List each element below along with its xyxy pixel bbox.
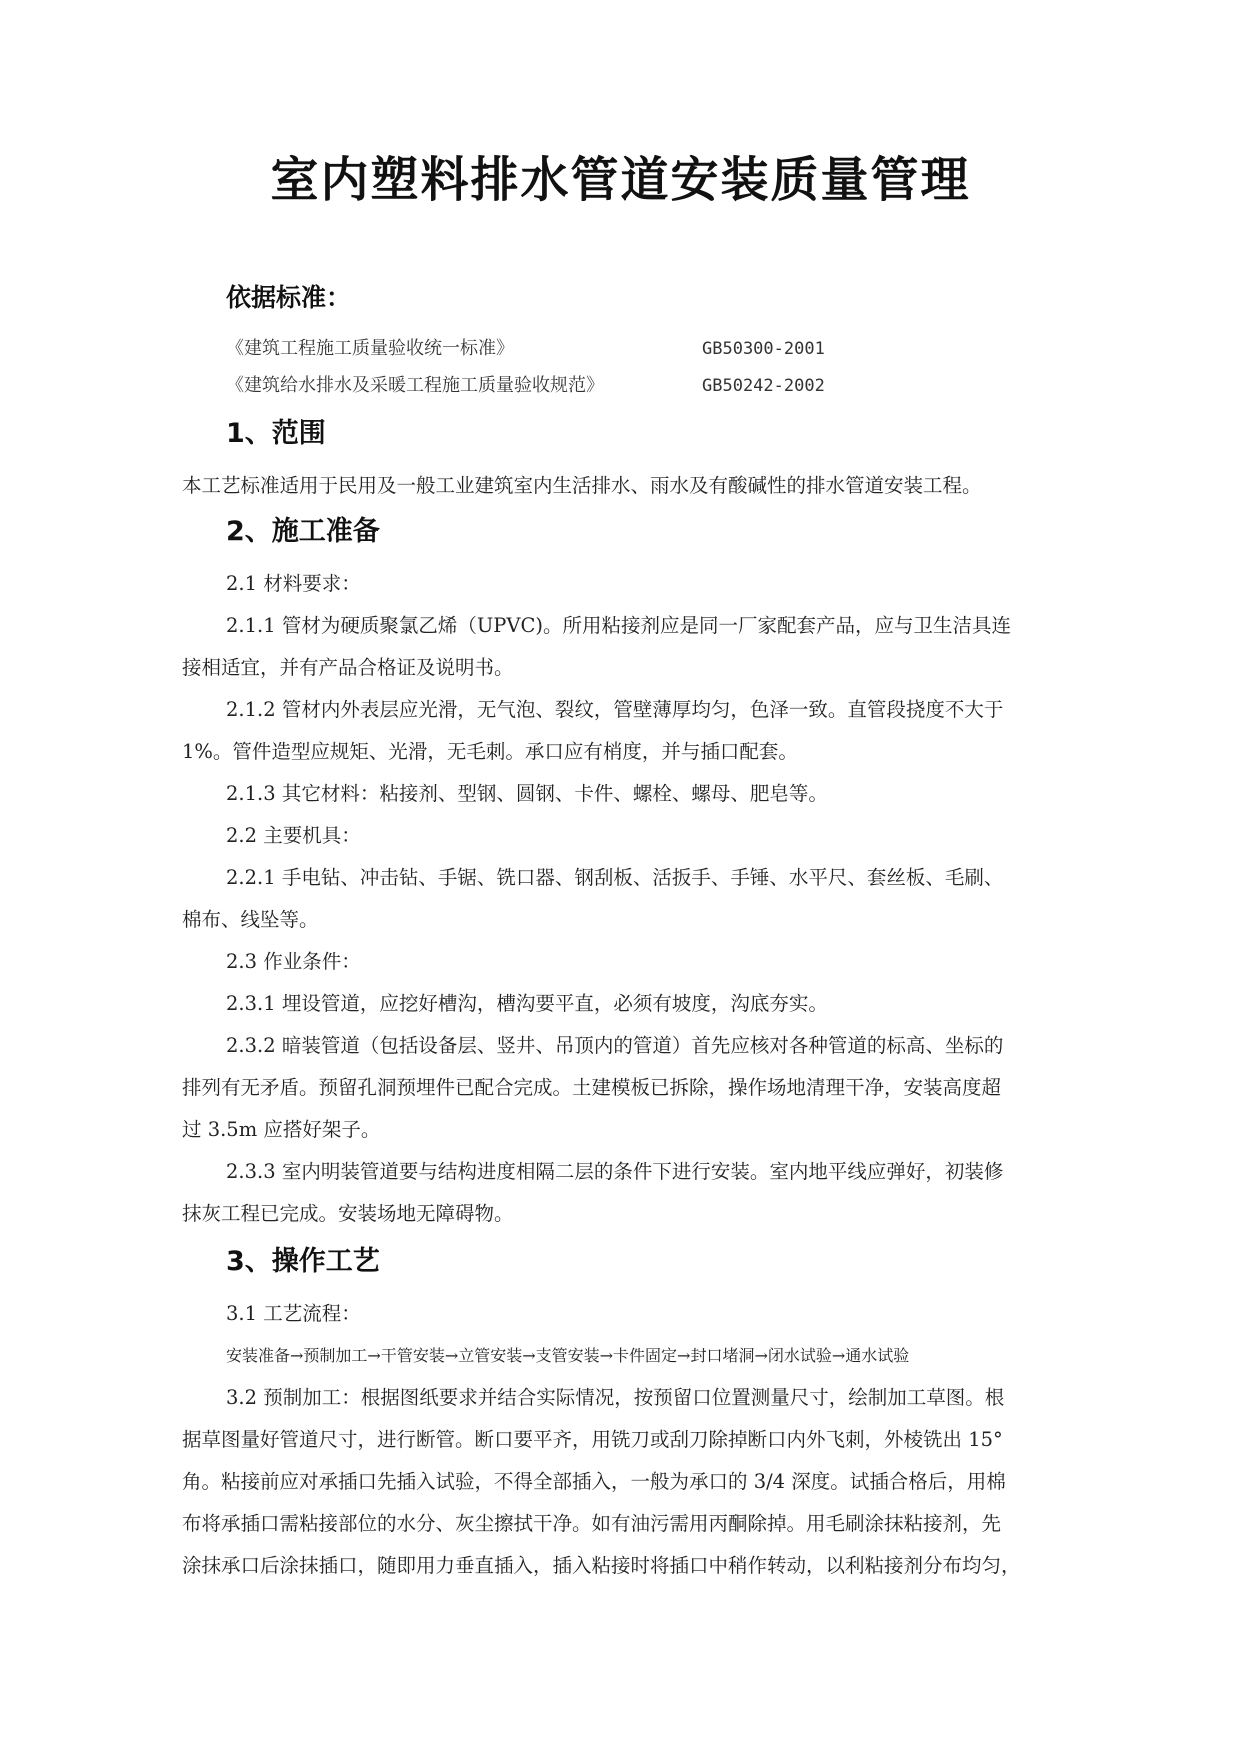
paragraph-line: 排列有无矛盾。预留孔洞预埋件已配合完成。土建模板已拆除，操作场地清理干净，安装高度超	[182, 1076, 1002, 1099]
section-heading-preparation: 2、施工准备	[226, 516, 380, 547]
paragraph-line: 2.2.1 手电钻、冲击钻、手锯、铣口器、钢刮板、活扳手、手锤、水平尺、套丝板、毛刷、	[226, 866, 1004, 889]
paragraph-line: 2.1.2 管材内外表层应光滑，无气泡、裂纹，管壁薄厚均匀，色泽一致。直管段挠度不大于	[226, 698, 1004, 721]
basis-heading: 依据标准：	[226, 283, 352, 312]
standard-name: 《建筑给水排水及采暖工程施工质量验收规范》	[226, 375, 604, 396]
paragraph-line: 接相适宜，并有产品合格证及说明书。	[182, 656, 514, 679]
paragraph-line: 涂抹承口后涂抹插口，随即用力垂直插入，插入粘接时将插口中稍作转动，以利粘接剂分布均匀，	[182, 1554, 1021, 1577]
paragraph-line: 2.3.2 暗装管道（包括设备层、竖井、吊顶内的管道）首先应核对各种管道的标高、坐标的	[226, 1034, 1004, 1057]
section-heading-process: 3、操作工艺	[226, 1246, 380, 1277]
paragraph-line: 本工艺标准适用于民用及一般工业建筑室内生活排水、雨水及有酸碱性的排水管道安装工程。	[182, 474, 982, 497]
paragraph-line: 2.3 作业条件：	[226, 950, 361, 973]
paragraph-line: 抹灰工程已完成。安装场地无障碍物。	[182, 1202, 514, 1225]
paragraph-line: 据草图量好管道尺寸，进行断管。断口要平齐，用铣刀或刮刀除掉断口内外飞刺，外棱铣出 15°	[182, 1428, 1003, 1451]
paragraph-line: 2.1 材料要求：	[226, 572, 361, 595]
paragraph-line: 布将承插口需粘接部位的水分、灰尘擦拭干净。如有油污需用丙酮除掉。用毛刷涂抹粘接剂，先	[182, 1512, 1002, 1535]
standard-name: 《建筑工程施工质量验收统一标准》	[226, 338, 514, 359]
process-flow: 安装准备→预制加工→干管安装→立管安装→支管安装→卡件固定→封口堵洞→闭水试验→通水试验	[226, 1346, 910, 1365]
paragraph-line: 1%。管件造型应规矩、光滑，无毛刺。承口应有梢度，并与插口配套。	[182, 740, 798, 763]
paragraph-line: 过 3.5m 应搭好架子。	[182, 1118, 381, 1141]
page-title: 室内塑料排水管道安装质量管理	[270, 152, 971, 208]
paragraph-line: 2.2 主要机具：	[226, 824, 361, 847]
paragraph-line: 3.1 工艺流程：	[226, 1302, 361, 1325]
paragraph-line: 棉布、线坠等。	[182, 908, 319, 931]
paragraph-line: 2.1.1 管材为硬质聚氯乙烯（UPVC)。所用粘接剂应是同一厂家配套产品，应与卫生洁具连	[226, 614, 1011, 637]
paragraph-line: 2.3.3 室内明装管道要与结构进度相隔二层的条件下进行安装。室内地平线应弹好，初装修	[226, 1160, 1004, 1183]
paragraph-line: 2.3.1 埋设管道，应挖好槽沟，槽沟要平直，必须有坡度，沟底夯实。	[226, 992, 828, 1015]
paragraph-line: 3.2 预制加工：根据图纸要求并结合实际情况，按预留口位置测量尺寸，绘制加工草图。根	[226, 1386, 1005, 1409]
paragraph-line: 2.1.3 其它材料：粘接剂、型钢、圆钢、卡件、螺栓、螺母、肥皂等。	[226, 782, 828, 805]
paragraph-line: 角。粘接前应对承插口先插入试验，不得全部插入，一般为承口的 3/4 深度。试插合格后，用棉	[182, 1470, 1006, 1493]
section-heading-scope: 1、范围	[226, 418, 326, 449]
standard-code: GB50242-2002	[702, 376, 825, 396]
standard-code: GB50300-2001	[702, 339, 825, 359]
